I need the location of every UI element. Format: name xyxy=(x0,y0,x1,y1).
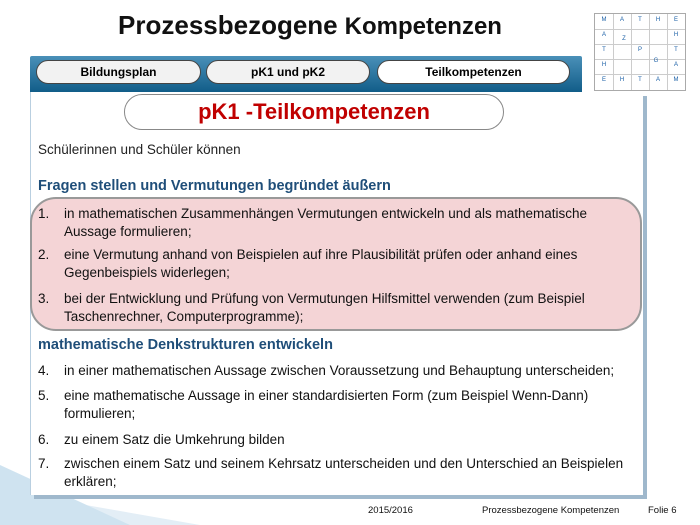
tab-teilkompetenzen[interactable]: Teilkompetenzen xyxy=(377,60,570,84)
footer-year: 2015/2016 xyxy=(368,505,413,516)
section-heading-2: mathematische Denkstrukturen entwickeln xyxy=(38,337,333,353)
list-item xyxy=(38,246,638,282)
logo-letter: G xyxy=(653,58,659,64)
logo-grid-line xyxy=(631,14,632,90)
logo-letter: A xyxy=(601,32,606,38)
subtitle: pK1 -Teilkompetenzen xyxy=(198,99,430,124)
footer-topic: Prozessbezogene Kompetenzen xyxy=(482,505,620,516)
logo-letter: T xyxy=(638,77,642,83)
logo-letter: H xyxy=(619,77,625,83)
footer-slide-number: Folie 6 xyxy=(648,505,677,516)
item-number: 1. xyxy=(38,206,50,221)
item-number: 7. xyxy=(38,456,50,471)
logo-letter: T xyxy=(638,17,642,23)
logo-letter: P xyxy=(637,47,642,53)
title-part1: Prozessbezogene xyxy=(118,10,338,40)
item-text: bei der Entwicklung und Prüfung von Vermutungen Hilfsmittel verwenden (zum Beispiel Taschenrechner, Computerprogramme); xyxy=(64,291,585,324)
logo-grid-line xyxy=(613,14,614,90)
logo-letter: H xyxy=(655,17,661,23)
item-text: zwischen einem Satz und seinem Kehrsatz unterscheiden und den Unterschied an Beispielen erklären; xyxy=(64,456,624,489)
logo-letter: H xyxy=(673,32,679,38)
list-item xyxy=(38,205,638,241)
item-text: in einer mathematischen Aussage zwischen Voraussetzung und Behauptung unterscheiden; xyxy=(64,363,615,378)
logo-letter: E xyxy=(601,77,606,83)
item-text: eine Vermutung anhand von Beispielen auf ihre Plausibilität prüfen oder anhand eines Gegenbeispiels widerlegen; xyxy=(64,247,578,280)
logo-letter: M xyxy=(601,17,607,23)
tab-bildungsplan[interactable]: Bildungsplan xyxy=(36,60,201,84)
logo-grid-line xyxy=(595,74,685,75)
subtitle-box xyxy=(124,94,504,130)
list-item xyxy=(38,362,638,380)
title-part2: Kompetenzen xyxy=(344,13,502,40)
logo-grid-line xyxy=(595,59,685,60)
list-item xyxy=(38,455,638,491)
list-item xyxy=(38,431,638,449)
logo-letter: Z xyxy=(622,36,626,42)
item-number: 2. xyxy=(38,247,50,262)
logo-letter: H xyxy=(601,62,607,68)
item-number: 3. xyxy=(38,291,50,306)
slide-title xyxy=(30,10,590,41)
item-text: zu einem Satz die Umkehrung bilden xyxy=(64,432,285,447)
logo-letter: A xyxy=(673,62,678,68)
intro-text: Schülerinnen und Schüler können xyxy=(38,142,241,157)
logo-letter: T xyxy=(602,47,606,53)
logo-grid-line xyxy=(595,44,685,45)
logo-letter: A xyxy=(619,17,624,23)
item-number: 6. xyxy=(38,432,50,447)
logo-grid-line xyxy=(595,29,685,30)
list-item xyxy=(38,387,638,423)
logo-grid-line xyxy=(667,14,668,90)
tab-pk1-pk2[interactable]: pK1 und pK2 xyxy=(206,60,370,84)
mathe-logo xyxy=(594,13,686,91)
item-number: 5. xyxy=(38,388,50,403)
logo-letter: E xyxy=(673,17,678,23)
logo-grid-line xyxy=(649,14,650,90)
item-text: in mathematischen Zusammenhängen Vermutungen entwickeln und als mathematische Aussage formulieren; xyxy=(64,206,588,239)
logo-letter: M xyxy=(673,77,679,83)
logo-letter: T xyxy=(674,47,678,53)
item-number: 4. xyxy=(38,363,50,378)
item-text: eine mathematische Aussage in einer standardisierten Form (zum Beispiel Wenn-Dann) formulieren; xyxy=(64,388,589,421)
list-item xyxy=(38,290,638,326)
logo-letter: A xyxy=(655,77,660,83)
nav-bar xyxy=(30,56,582,94)
section-heading-1: Fragen stellen und Vermutungen begründet äußern xyxy=(38,178,391,194)
